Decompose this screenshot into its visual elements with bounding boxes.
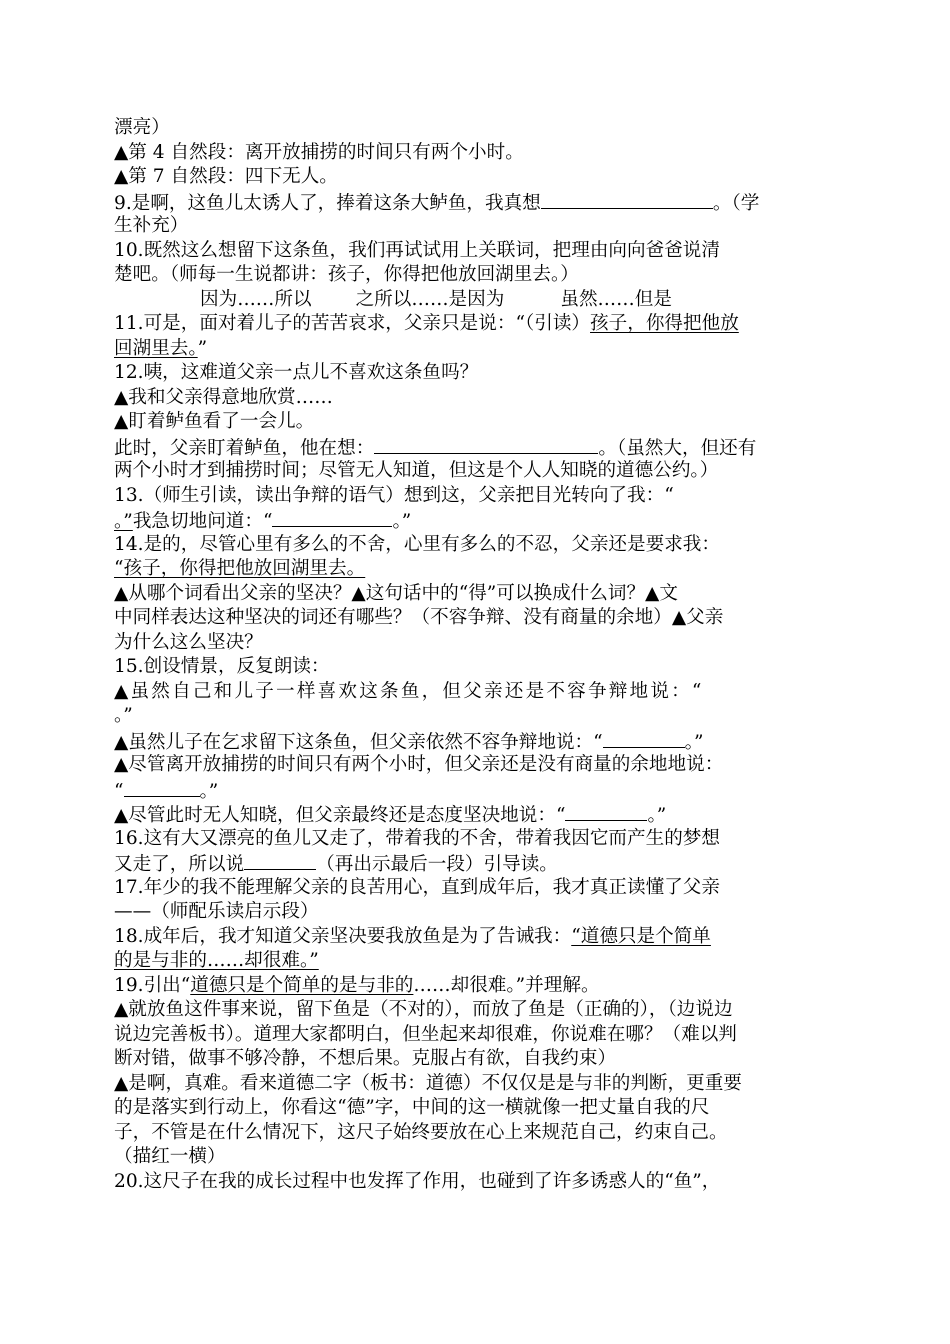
fill-blank — [124, 778, 200, 797]
line-text: 。” — [647, 805, 667, 826]
fill-blank — [272, 508, 392, 527]
text-line — [114, 337, 840, 362]
fill-blank — [244, 851, 316, 870]
text-line — [114, 190, 840, 215]
line-text: 11.可是，面对着儿子的苦苦哀求，父亲只是说：“（引读） — [114, 313, 591, 334]
line-text: ——（师配乐读启示段） — [114, 901, 319, 922]
line-text: 12.咦，这难道父亲一点儿不喜欢这条鱼吗？ — [114, 362, 479, 383]
line-text: （描红一横） — [114, 1146, 226, 1167]
line-text: 。” — [684, 731, 704, 753]
text-line — [114, 582, 840, 607]
line-text: 又走了，所以说 — [114, 854, 245, 875]
text-line — [114, 508, 840, 533]
document-page — [114, 116, 840, 1194]
fill-blank — [565, 802, 647, 821]
text-line — [114, 533, 840, 558]
conjunction-pair: 虽然……但是 — [560, 288, 672, 310]
line-text: ▲是啊，真难。看来道德二字（板书：道德）不仅仅是是与非的判断，更重要 — [114, 1072, 742, 1094]
line-text: 15.创设情景，反复朗读： — [114, 656, 330, 677]
text-line — [114, 778, 840, 803]
conjunction-pair: 因为……所以 — [200, 288, 312, 310]
text-line — [114, 557, 840, 582]
underlined-quote: 孩子，你得把他放 — [590, 313, 739, 334]
line-text: ▲虽然儿子在乞求留下这条鱼，但父亲依然不容争辩地说：“ — [114, 731, 603, 753]
line-text: ▲我和父亲得意地欣赏…… — [114, 386, 333, 408]
fill-blank — [541, 190, 713, 209]
conjunction-pair: 之所以……是因为 — [355, 288, 505, 310]
text-line — [114, 827, 840, 852]
line-text: 中同样表达这种坚决的词还有哪些？（不容争辩、没有商量的余地）▲父亲 — [114, 607, 724, 628]
line-text: 。” — [392, 511, 412, 532]
text-line — [114, 288, 840, 313]
text-line — [114, 386, 840, 411]
text-line — [114, 1121, 840, 1146]
text-line — [114, 704, 840, 729]
line-text: ……却很难。”并理解。 — [413, 974, 600, 996]
line-text: 漂亮） — [114, 117, 170, 138]
fill-blank — [603, 729, 685, 748]
underlined-quote: 的是与非的……却很难。” — [114, 950, 319, 971]
text-line — [114, 851, 840, 876]
text-line — [114, 435, 840, 460]
line-text: （再出示最后一段）引导读。 — [316, 854, 558, 875]
text-line — [114, 263, 840, 288]
text-line — [114, 312, 840, 337]
text-line — [114, 606, 840, 631]
line-text: 说边完善板书）。道理大家都明白，但坐起来却很难，你说难在哪？（难以判 — [114, 1023, 737, 1045]
line-text: 断对错，做事不够冷静，不想后果。克服占有欲，自我约束） — [114, 1048, 617, 1069]
line-text: 生补充） — [114, 215, 189, 236]
text-line — [114, 165, 840, 190]
text-line — [114, 655, 840, 680]
text-line — [114, 1170, 840, 1195]
line-text: 10.既然这么想留下这条鱼，我们再试试用上关联词，把理由向向爸爸说清 — [114, 239, 720, 261]
text-line — [114, 998, 840, 1023]
text-line — [114, 214, 840, 239]
line-text: 。” — [199, 780, 219, 802]
line-text: ▲第 7 自然段：四下无人。 — [114, 166, 338, 187]
text-line — [114, 802, 840, 827]
text-line — [114, 900, 840, 925]
text-line — [114, 1145, 840, 1170]
text-line — [114, 974, 840, 999]
underlined-quote: 回湖里去。 — [114, 337, 198, 359]
line-text: 。（学 — [712, 192, 760, 214]
text-line — [114, 729, 840, 754]
text-line — [114, 1072, 840, 1097]
line-text: ▲尽管此时无人知晓，但父亲最终还是态度坚决地说：“ — [114, 805, 566, 826]
text-line — [114, 239, 840, 264]
text-line — [114, 631, 840, 656]
line-text: 此时，父亲盯着鲈鱼，他在想： — [114, 437, 375, 459]
text-line — [114, 1023, 840, 1048]
line-text: ▲虽然自己和儿子一样喜欢这条鱼，但父亲还是不容争辩地说：“ — [114, 680, 704, 702]
line-text: ▲盯着鲈鱼看了一会儿。 — [114, 411, 315, 432]
text-line — [114, 753, 840, 778]
line-text: ▲第 4 自然段：离开放捕捞的时间只有两个小时。 — [114, 141, 524, 163]
underlined-quote: “孩子，你得把他放回湖里去。 — [114, 558, 366, 579]
line-text: 子，不管是在什么情况下，这尺子始终要放在心上来规范自己，约束自己。 — [114, 1121, 728, 1143]
line-text: 14.是的，尽管心里有多么的不舍，心里有多么的不忍，父亲还是要求我： — [114, 533, 720, 555]
text-line — [114, 459, 840, 484]
text-line — [114, 484, 840, 509]
line-text: ▲从哪个词看出父亲的坚决？▲这句话中的“得”可以换成什么词？▲文 — [114, 582, 678, 604]
line-text: 。” — [114, 705, 133, 726]
text-line — [114, 141, 840, 166]
line-text: 13.（师生引读，读出争辩的语气）想到这，父亲把目光转向了我：“ — [114, 484, 674, 506]
line-text: 。（虽然大，但还有 — [598, 437, 757, 459]
line-text: 9.是啊，这鱼儿太诱人了，捧着这条大鲈鱼，我真想 — [114, 192, 541, 214]
underlined-quote: 道德只是个简单的是与非的 — [190, 974, 414, 996]
line-text: 我急切地问道：“ — [132, 511, 273, 532]
line-text: 18.成年后，我才知道父亲坚决要我放鱼是为了告诫我： — [114, 925, 572, 947]
fill-blank — [374, 435, 598, 454]
line-text: ” — [197, 337, 208, 359]
line-text: 为什么这么坚决？ — [114, 631, 263, 653]
line-text: 。” — [114, 511, 133, 532]
line-text: “ — [114, 780, 124, 802]
text-line — [114, 410, 840, 435]
line-text: 16.这有大又漂亮的鱼儿又走了，带着我的不舍，带着我因它而产生的梦想 — [114, 827, 720, 849]
text-line — [114, 1096, 840, 1121]
text-line — [114, 949, 840, 974]
line-text: 17.年少的我不能理解父亲的良苦用心，直到成年后，我才真正读懂了父亲 — [114, 876, 720, 898]
line-text: 楚吧。（师每一生说都讲：孩子，你得把他放回湖里去。） — [114, 264, 579, 285]
line-text: ▲尽管离开放捕捞的时间只有两个小时，但父亲还是没有商量的余地地说： — [114, 754, 724, 775]
text-line — [114, 1047, 840, 1072]
line-text: 20.这尺子在我的成长过程中也发挥了作用，也碰到了许多诱惑人的“鱼”， — [114, 1170, 721, 1192]
line-text: 两个小时才到捕捞时间；尽管无人知道，但这是个人人知晓的道德公约。） — [114, 460, 719, 481]
text-line — [114, 680, 840, 705]
text-line — [114, 925, 840, 950]
text-line — [114, 876, 840, 901]
underlined-quote: “道德只是个简单 — [571, 925, 711, 947]
line-text: 的是落实到行动上，你看这“德”字，中间的这一横就像一把丈量自我的尺 — [114, 1097, 710, 1118]
text-line — [114, 361, 840, 386]
line-text: 19.引出“ — [114, 974, 191, 996]
line-text: ▲就放鱼这件事来说，留下鱼是（不对的），而放了鱼是（正确的），（边说边 — [114, 999, 733, 1020]
text-line — [114, 116, 840, 141]
